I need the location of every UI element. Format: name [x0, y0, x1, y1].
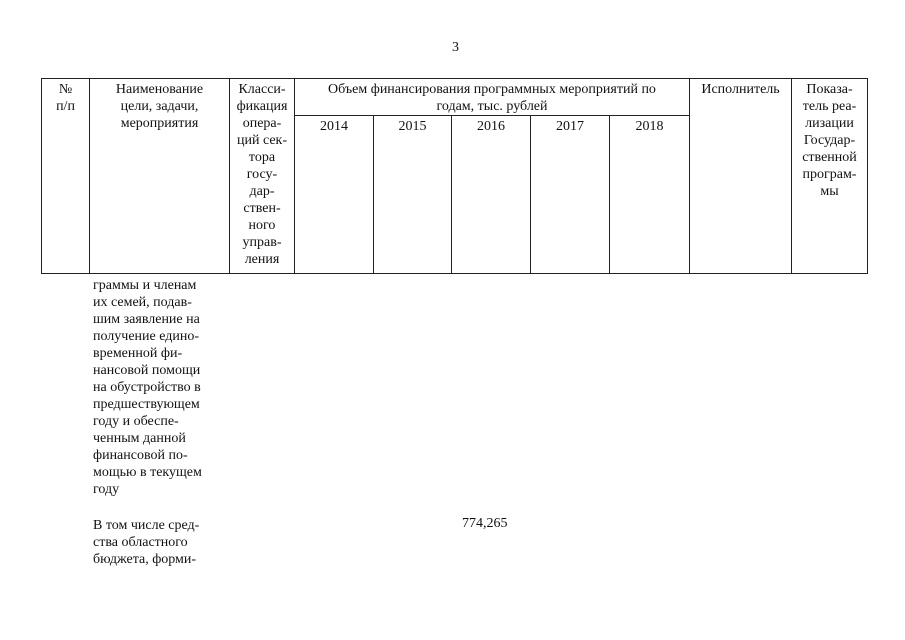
col-header-year-2016: 2016: [452, 116, 531, 274]
col-header-year-2014: 2014: [295, 116, 374, 274]
page-number: 3: [452, 40, 459, 55]
activity-description-continuation: граммы и членам их семей, подав- шим заявление на получение едино- временной фи- нансовой помощи на обустройство в предшествующем году и обеспе- ченным данной финансовой по- мощью в текущем году: [93, 278, 202, 497]
col-header-classification: Класси- фикация опера- ций сек- тора госу- дар- ствен- ного управ- ления: [230, 79, 295, 274]
subitem-description: В том числе сред- ства областного бюджета, форми-: [93, 518, 200, 567]
header-table: [41, 78, 868, 274]
col-header-name: Наименование цели, задачи, мероприятия: [90, 79, 230, 274]
col-header-num: № п/п: [42, 79, 90, 274]
col-header-indicator: Показа- тель реа- лизации Государ- ственной програм- мы: [792, 79, 868, 274]
col-header-executor: Исполнитель: [690, 79, 792, 274]
col-header-year-2017: 2017: [531, 116, 610, 274]
subitem-amount-2016: 774,265: [462, 516, 508, 531]
col-header-year-2015: 2015: [374, 116, 452, 274]
col-header-funding: Объем финансирования программных мероприятий по годам, тыс. рублей: [295, 79, 690, 116]
col-header-year-2018: 2018: [610, 116, 690, 274]
